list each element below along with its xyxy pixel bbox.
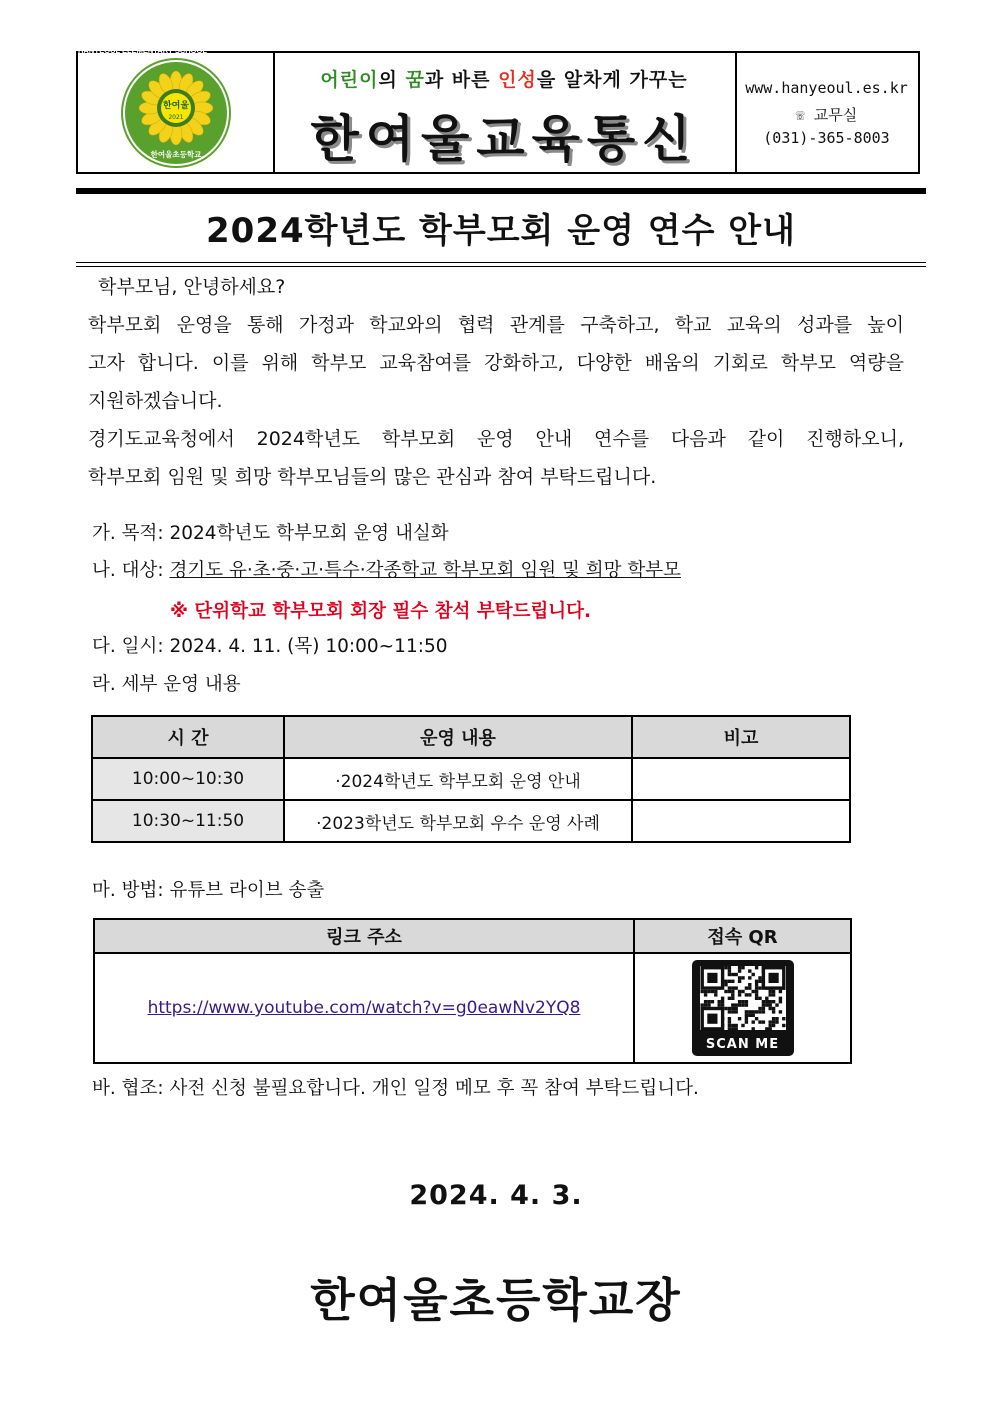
qr-module — [778, 1000, 781, 1003]
header-qr: 접속 QR — [634, 919, 851, 953]
qr-module — [748, 1010, 751, 1013]
link-table — [93, 918, 852, 1064]
qr-module — [724, 983, 727, 986]
qr-module — [748, 986, 751, 989]
target-item — [92, 558, 681, 584]
qr-module — [758, 1020, 761, 1023]
qr-module — [731, 1027, 734, 1030]
qr-module — [707, 990, 710, 993]
qr-module — [737, 990, 740, 993]
qr-module — [748, 983, 751, 986]
qr-module — [727, 973, 730, 976]
schedule-table — [91, 715, 851, 843]
qr-module — [724, 990, 727, 993]
logo-bottom-text: 한여울초등학교 — [150, 150, 202, 159]
qr-module — [727, 990, 730, 993]
qr-module — [737, 993, 740, 996]
newsletter-header — [76, 46, 920, 174]
note-cell — [632, 758, 850, 800]
slogan-text: 을 알차게 가꾸는 — [536, 69, 688, 91]
qr-module — [734, 1007, 737, 1010]
qr-scan-label: SCAN ME — [705, 1037, 780, 1052]
qr-module — [782, 1017, 785, 1020]
qr-module — [751, 1020, 754, 1023]
greeting-paragraph — [88, 268, 904, 306]
qr-module — [754, 990, 757, 993]
logo-ring-text: HANYEOUL ELEMENTARY SCHOOL — [78, 46, 207, 55]
qr-module — [731, 993, 734, 996]
datetime-item — [92, 634, 448, 660]
time-cell: 10:30~11:50 — [92, 800, 284, 842]
qr-module — [771, 1000, 774, 1003]
qr-module — [731, 990, 734, 993]
qr-module — [758, 976, 761, 979]
qr-code-icon — [700, 966, 786, 1030]
qr-module — [727, 1024, 730, 1027]
item-label: 다. 일시: — [92, 636, 170, 657]
qr-module — [748, 969, 751, 972]
qr-module — [771, 1017, 774, 1020]
youtube-link[interactable]: https://www.youtube.com/watch?v=g0eawNv2YQ8 — [147, 998, 581, 1018]
title-cell — [273, 53, 737, 172]
item-label: 바. 협조: — [92, 1078, 170, 1099]
qr-module — [758, 986, 761, 989]
qr-module — [768, 1027, 771, 1030]
qr-module — [771, 1010, 774, 1013]
qr-module — [734, 1027, 737, 1030]
slogan-text: 의 — [378, 69, 406, 91]
qr-module — [761, 1003, 764, 1006]
qr-module — [727, 1007, 730, 1010]
qr-module — [754, 1010, 757, 1013]
qr-module — [765, 1000, 768, 1003]
qr-module — [707, 1014, 717, 1024]
slogan-dream: 꿈 — [405, 69, 425, 91]
qr-module — [731, 1010, 734, 1013]
qr-module — [737, 976, 740, 979]
qr-module — [727, 969, 730, 972]
header-note: 비고 — [632, 716, 850, 758]
note-cell — [632, 800, 850, 842]
qr-module — [731, 980, 734, 983]
qr-module — [758, 1010, 761, 1013]
qr-module — [717, 1003, 720, 1006]
signer: 한여울초등학교장 — [310, 1273, 682, 1327]
qr-module — [731, 973, 734, 976]
purpose-text: 2024학년도 학부모회 운영 내실화 — [169, 523, 449, 544]
item-label: 나. 대상: — [92, 560, 170, 581]
qr-module — [765, 1003, 768, 1006]
qr-module — [734, 1010, 737, 1013]
qr-module — [727, 966, 730, 969]
header-divider — [76, 188, 926, 194]
intro-paragraph — [88, 306, 904, 420]
time-cell: 10:00~10:30 — [92, 758, 284, 800]
target-text: 경기도 유·초·중·고·특수·각종학교 학부모회 임원 및 희망 학부모 — [169, 560, 681, 581]
qr-module — [744, 986, 747, 989]
qr-module — [714, 993, 717, 996]
office-text: ☏ 교무실 — [795, 106, 858, 124]
qr-module — [751, 1010, 754, 1013]
qr-module — [748, 993, 751, 996]
detail-item — [92, 672, 241, 698]
qr-module — [737, 1003, 740, 1006]
qr-module — [775, 1020, 778, 1023]
table-header-row — [94, 919, 851, 953]
qr-module — [754, 986, 757, 989]
qr-module — [741, 1003, 744, 1006]
qr-module — [768, 1003, 771, 1006]
qr-module — [768, 1024, 771, 1027]
qr-module — [758, 997, 761, 1000]
item-label: 마. 방법: — [92, 880, 170, 901]
qr-module — [720, 1003, 723, 1006]
qr-module — [778, 997, 781, 1000]
qr-module — [707, 1003, 710, 1006]
qr-module — [741, 1000, 744, 1003]
qr-module — [768, 1000, 771, 1003]
qr-cell — [634, 953, 851, 1063]
table-header-row — [92, 716, 850, 758]
qr-module — [724, 1007, 727, 1010]
request-paragraph — [88, 420, 904, 496]
qr-module — [754, 966, 757, 969]
qr-module — [744, 1020, 747, 1023]
qr-module — [714, 990, 717, 993]
qr-module — [768, 973, 778, 983]
qr-module — [771, 1024, 774, 1027]
slogan — [273, 65, 735, 92]
qr-module — [737, 966, 740, 969]
qr-module — [727, 980, 730, 983]
attendance-notice: ※ 단위학교 학부모회 회장 필수 참석 부탁드립니다. — [170, 601, 592, 622]
header-time: 시 간 — [92, 716, 284, 758]
qr-module — [734, 1003, 737, 1006]
paragraph-line: 고자 합니다. 이를 위해 학부모 교육참여를 강화하고, 다양한 배움의 기회로 학부모 역량을 — [88, 352, 904, 374]
qr-module — [765, 997, 768, 1000]
qr-module — [741, 976, 744, 979]
cooperation-item — [92, 1076, 699, 1102]
qr-module — [727, 1010, 730, 1013]
qr-module — [744, 993, 747, 996]
qr-module — [710, 1000, 713, 1003]
method-item — [92, 878, 324, 904]
qr-module — [703, 1000, 706, 1003]
qr-module — [751, 973, 754, 976]
qr-module — [703, 1003, 706, 1006]
qr-module — [737, 969, 740, 972]
qr-module — [707, 973, 717, 983]
paragraph-line: 학부모회 임원 및 희망 학부모님들의 많은 관심과 참여 부탁드립니다. — [88, 466, 657, 488]
item-label: 라. 세부 운영 내용 — [92, 674, 241, 695]
website-text[interactable]: www.hanyeoul.es.kr — [745, 79, 908, 97]
qr-module — [720, 1000, 723, 1003]
qr-module — [761, 1007, 764, 1010]
qr-module — [731, 1007, 734, 1010]
qr-module — [778, 1010, 781, 1013]
qr-module — [771, 1007, 774, 1010]
newsletter-title: 한여울교육통신 — [310, 110, 698, 168]
qr-module — [758, 980, 761, 983]
qr-module — [720, 997, 723, 1000]
qr-module — [724, 980, 727, 983]
slogan-children: 어린이 — [320, 69, 379, 91]
qr-module — [754, 997, 757, 1000]
qr-module — [703, 990, 706, 993]
qr-module — [744, 1003, 747, 1006]
qr-module — [768, 1007, 771, 1010]
qr-module — [748, 1014, 751, 1017]
greeting-text: 학부모님, 안녕하세요? — [98, 276, 286, 298]
qr-code[interactable] — [692, 960, 794, 1056]
qr-module — [744, 1000, 747, 1003]
qr-module — [710, 990, 713, 993]
qr-module — [700, 990, 703, 993]
paragraph-line: 학부모회 운영을 통해 가정과 학교와의 협력 관계를 구축하고, 학교 교육의 성과를 높이 — [88, 314, 904, 336]
phone-text: (031)-365-8003 — [763, 129, 890, 147]
paragraph-line: 지원하겠습니다. — [88, 390, 223, 412]
school-logo — [78, 46, 273, 172]
qr-module — [778, 990, 781, 993]
qr-module — [768, 993, 771, 996]
logo-center-text: 한여울 — [162, 101, 190, 111]
item-label: 가. 목적: — [92, 523, 170, 544]
issue-date: 2024. 4. 3. — [409, 1180, 583, 1211]
qr-module — [782, 1024, 785, 1027]
qr-module — [700, 1003, 703, 1006]
qr-module — [727, 1017, 730, 1020]
slogan-text: 과 바른 — [424, 69, 499, 91]
qr-module — [751, 1014, 754, 1017]
qr-module — [727, 1020, 730, 1023]
purpose-item — [92, 521, 449, 547]
qr-module — [768, 990, 771, 993]
cooperation-text: 사전 신청 불필요합니다. 개인 일정 메모 후 꼭 참여 부탁드립니다. — [169, 1078, 699, 1099]
qr-module — [748, 976, 751, 979]
qr-module — [737, 980, 740, 983]
qr-module — [771, 993, 774, 996]
content-cell: ·2023학년도 학부모회 우수 운영 사례 — [284, 800, 632, 842]
qr-module — [765, 1027, 768, 1030]
header-content: 운영 내용 — [284, 716, 632, 758]
qr-module — [761, 1000, 764, 1003]
qr-module — [751, 1027, 754, 1030]
qr-module — [744, 1014, 747, 1017]
qr-module — [771, 990, 774, 993]
qr-module — [771, 1020, 774, 1023]
qr-module — [724, 966, 727, 969]
qr-module — [754, 1017, 757, 1020]
qr-module — [754, 980, 757, 983]
qr-module — [744, 1010, 747, 1013]
contact-cell — [735, 53, 918, 172]
logo-year: 2021 — [168, 114, 184, 121]
datetime-text: 2024. 4. 11. (목) 10:00~11:50 — [169, 636, 448, 657]
header-link: 링크 주소 — [94, 919, 634, 953]
document-title: 2024학년도 학부모회 운영 연수 안내 — [206, 211, 796, 251]
qr-module — [741, 966, 744, 969]
qr-module — [707, 1000, 710, 1003]
link-cell — [94, 953, 634, 1063]
qr-module — [751, 990, 754, 993]
qr-module — [754, 983, 757, 986]
table-row — [92, 800, 850, 842]
qr-module — [775, 1017, 778, 1020]
table-row — [94, 953, 851, 1063]
qr-module — [744, 1017, 747, 1020]
qr-module — [727, 997, 730, 1000]
qr-module — [731, 986, 734, 989]
qr-module — [727, 1027, 730, 1030]
paragraph-line: 경기도교육청에서 2024학년도 학부모회 운영 안내 연수를 다음과 같이 진행하오니, — [88, 428, 904, 450]
table-row — [92, 758, 850, 800]
qr-module — [775, 1003, 778, 1006]
qr-module — [731, 997, 734, 1000]
qr-pattern — [700, 966, 786, 1030]
qr-module — [734, 973, 737, 976]
qr-module — [703, 993, 706, 996]
qr-module — [761, 1010, 764, 1013]
slogan-character: 인성 — [498, 69, 537, 91]
qr-module — [731, 1024, 734, 1027]
qr-module — [734, 1024, 737, 1027]
qr-module — [741, 1024, 744, 1027]
method-text: 유튜브 라이브 송출 — [169, 880, 325, 901]
qr-module — [727, 986, 730, 989]
qr-module — [731, 1003, 734, 1006]
qr-module — [761, 1020, 764, 1023]
logo-cell — [78, 46, 275, 172]
qr-module — [737, 1017, 740, 1020]
qr-module — [758, 1007, 761, 1010]
qr-module — [768, 1020, 771, 1023]
title-divider — [76, 262, 926, 267]
qr-module — [754, 993, 757, 996]
qr-module — [741, 990, 744, 993]
qr-module — [737, 1000, 740, 1003]
qr-module — [734, 986, 737, 989]
content-cell: ·2024학년도 학부모회 운영 안내 — [284, 758, 632, 800]
qr-module — [717, 1000, 720, 1003]
